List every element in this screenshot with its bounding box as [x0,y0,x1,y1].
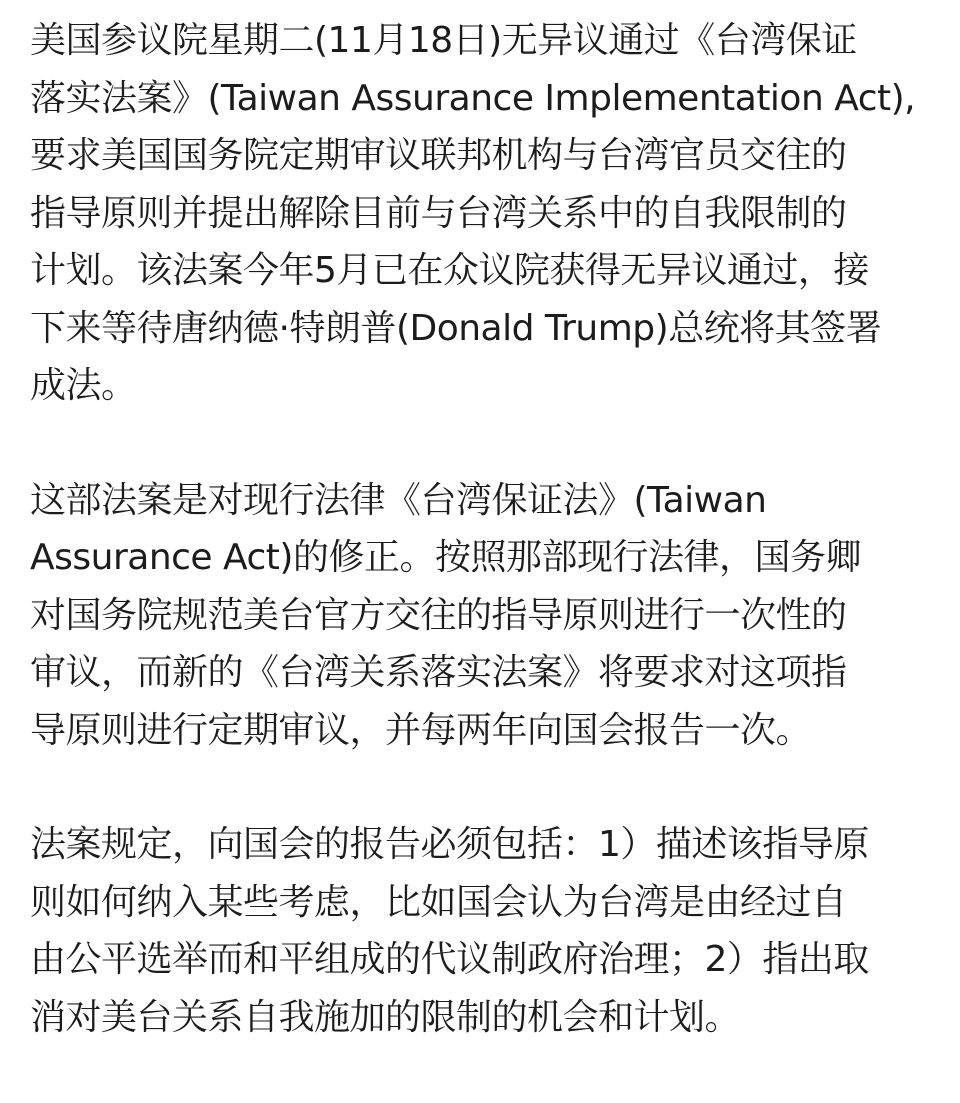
paragraph-1 [30,12,950,415]
text-line: 由公平选举而和平组成的代议制政府治理；2）指出取 [30,939,869,980]
paragraph-3 [30,816,950,1046]
text-line: 法案规定，向国会的报告必须包括：1）描述该指导原 [30,824,869,865]
text-line: 这部法案是对现行法律《台湾保证法》(Taiwan [30,479,767,521]
text-line: 要求美国国务院定期审议联邦机构与台湾官员交往的 [30,135,847,176]
text-line: 美国参议院星期二(11月18日)无异议通过《台湾保证 [30,20,857,61]
article-body [30,12,950,1103]
text-line: 消对美台关系自我施加的限制的机会和计划。 [30,996,741,1038]
text-line: Assurance Act)的修正。按照那部现行法律，国务卿 [30,537,861,578]
text-line: 则如何纳入某些考虑，比如国会认为台湾是由经过自 [30,881,847,923]
text-line: 导原则进行定期审议，并每两年向国会报告一次。 [30,709,812,751]
text-line: 审议，而新的《台湾关系落实法案》将要求对这项指 [30,652,847,693]
text-line: 计划。该法案今年5月已在众议院获得无异议通过，接 [30,250,869,291]
paragraph-2 [30,472,950,760]
text-line: 对国务院规范美台官方交往的指导原则进行一次性的 [30,594,847,636]
text-line: 指导原则并提出解除目前与台湾关系中的自我限制的 [30,192,847,234]
text-line: 落实法案》(Taiwan Assurance Implementation Act), [30,77,916,119]
text-line: 成法。 [30,365,137,406]
text-line: 下来等待唐纳德·特朗普(Donald Trump)总统将其签署 [30,307,882,349]
